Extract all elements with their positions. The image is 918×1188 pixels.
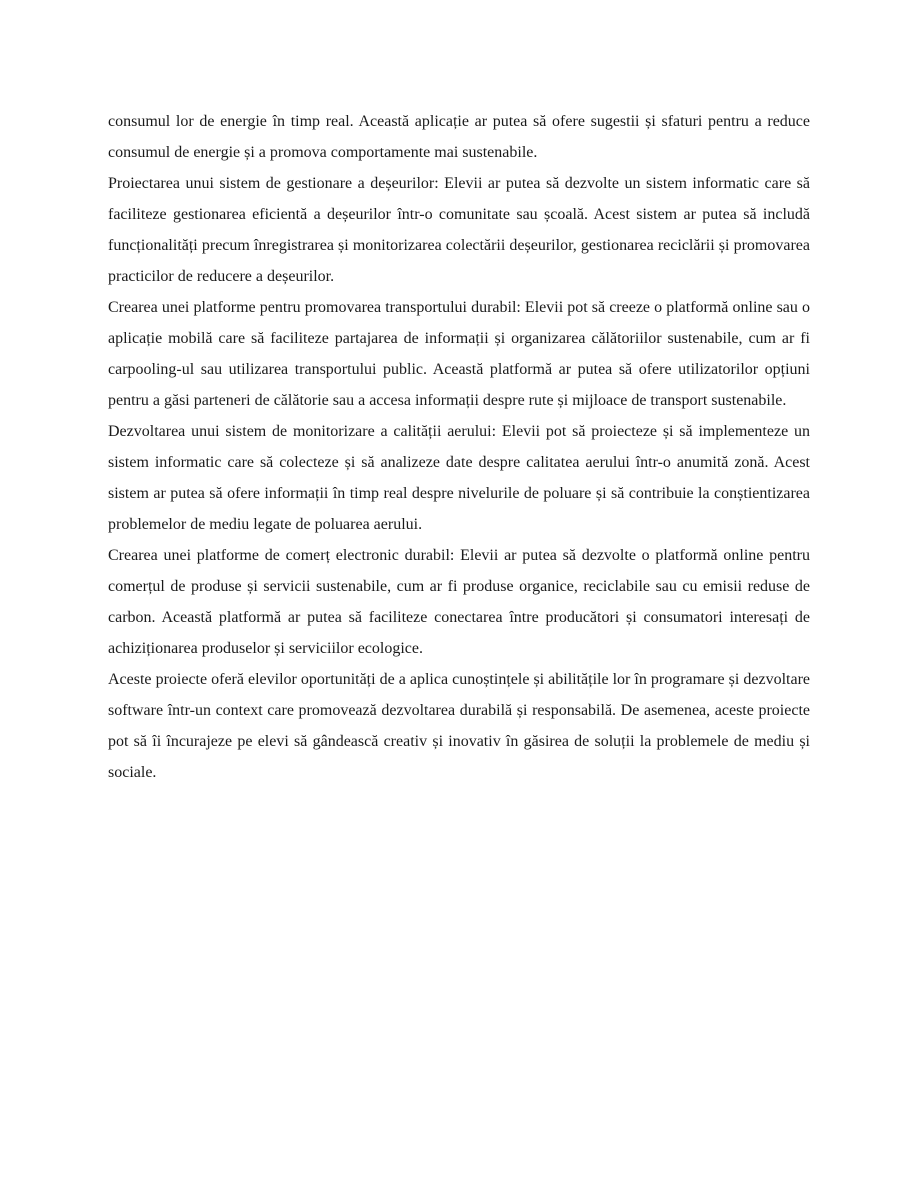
- paragraph-energy-app: consumul lor de energie în timp real. Această aplicație ar putea să ofere sugestii și sfaturi pentru a reduce consumul de energie și a promova comportamente mai sustenabile.: [108, 113, 810, 161]
- paragraph-conclusion: Aceste proiecte oferă elevilor oportunități de a aplica cunoștințele și abilitățile lor în programare și dezvoltare software într-un context care promovează dezvoltarea durabilă și responsabilă. De asemenea, aceste proiecte pot să îi încurajeze pe elevi să gândească creativ și inovativ în găsirea de soluții la problemele de mediu și sociale.: [108, 671, 810, 781]
- paragraph-sustainable-transport: Crearea unei platforme pentru promovarea transportului durabil: Elevii pot să creeze o platformă online sau o aplicație mobilă care să faciliteze partajarea de informații și organizarea călătoriilor sustenabile, cum ar fi carpooling-ul sau utilizarea transportului public. Această platformă ar putea să ofere utilizatorilor opțiuni pentru a găsi parteneri de călătorie sau a accesa informații despre rute și mijloace de transport sustenabile.: [108, 299, 810, 409]
- paragraph-waste-management: Proiectarea unui sistem de gestionare a deșeurilor: Elevii ar putea să dezvolte un sistem informatic care să faciliteze gestionarea eficientă a deșeurilor într-o comunitate sau școală. Acest sistem ar putea să includă funcționalități precum înregistrarea și monitorizarea colectării deșeurilor, gestionarea reciclării și promovarea practicilor de reducere a deșeurilor.: [108, 175, 810, 285]
- document-body: [108, 106, 810, 788]
- paragraph-e-commerce: Crearea unei platforme de comerț electronic durabil: Elevii ar putea să dezvolte o platformă online pentru comerțul de produse și servicii sustenabile, cum ar fi produse organice, reciclabile sau cu emisii reduse de carbon. Această platformă ar putea să faciliteze conectarea între producători și consumatori interesați de achiziționarea produselor și serviciilor ecologice.: [108, 547, 810, 657]
- paragraph-air-quality: Dezvoltarea unui sistem de monitorizare a calității aerului: Elevii pot să proiecteze și să implementeze un sistem informatic care să colecteze și să analizeze date despre calitatea aerului într-o anumită zonă. Acest sistem ar putea să ofere informații în timp real despre nivelurile de poluare și să contribuie la conștientizarea problemelor de mediu legate de poluarea aerului.: [108, 423, 810, 533]
